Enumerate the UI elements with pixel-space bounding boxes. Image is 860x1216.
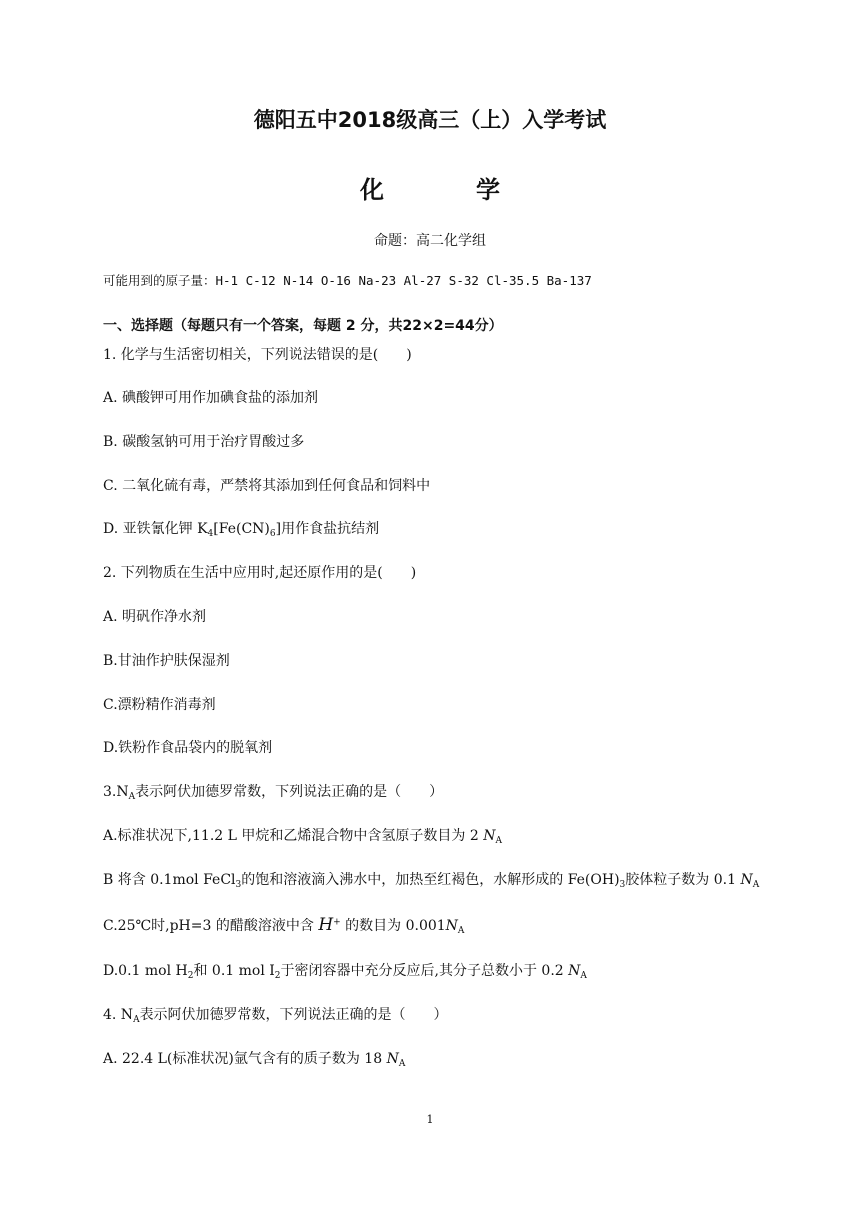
author-line: 命题：高二化学组: [374, 233, 486, 249]
text: 和 0.1 mol I: [193, 963, 275, 979]
question-2-option-d: D.铁粉作食品袋内的脱氧剂: [103, 740, 273, 756]
question-3-option-d: [103, 962, 587, 980]
avogadro-symbol: N: [568, 963, 581, 979]
subscript: A: [128, 792, 136, 802]
question-3-stem: [103, 783, 443, 801]
text: A.标准状况下,11.2 L 甲烷和乙烯混合物中含氢原子数目为 2: [103, 828, 484, 844]
subscript: A: [133, 1015, 140, 1025]
question-1-option-d: [103, 520, 379, 538]
question-1-option-c: C. 二氧化硫有毒，严禁将其添加到任何食品和饲料中: [103, 478, 431, 494]
question-1-stem: 1. 化学与生活密切相关，下列说法错误的是( ): [103, 347, 412, 363]
question-2-stem: 2. 下列物质在生活中应用时,起还原作用的是( ): [103, 565, 417, 581]
question-1-option-a: A. 碘酸钾可用作加碘食盐的添加剂: [103, 390, 319, 406]
question-4-stem: [103, 1006, 448, 1024]
avogadro-symbol: N: [386, 1051, 399, 1067]
text: D.0.1 mol H: [103, 963, 188, 979]
subscript: 2: [187, 971, 194, 981]
subscript: A: [457, 926, 465, 936]
question-2-option-a: A. 明矾作净水剂: [103, 609, 207, 625]
question-3-option-b: [103, 871, 759, 889]
subscript: A: [752, 880, 760, 890]
question-1-option-b: B. 碳酸氢钠可用于治疗胃酸过多: [103, 434, 305, 450]
subscript: A: [398, 1059, 406, 1069]
subscript: 4: [207, 529, 214, 539]
section-heading: 一、选择题（每题只有一个答案，每题 2 分，共22×2=44分）: [103, 318, 503, 334]
text: D. 亚铁氰化钾 K: [103, 521, 208, 537]
avogadro-symbol: N: [740, 872, 753, 888]
text: [Fe(CN): [213, 521, 270, 537]
subscript: A: [580, 971, 587, 981]
question-4-option-a: [103, 1050, 405, 1068]
text: 于密闭容器中充分反应后,其分子总数小于 0.2: [280, 963, 569, 979]
avogadro-symbol: N: [445, 918, 458, 934]
subscript: 3: [235, 880, 242, 890]
subscript: 3: [619, 880, 626, 890]
question-2-option-b: B.甘油作护肤保湿剂: [103, 653, 230, 669]
text: 的数目为 0.001: [340, 918, 446, 934]
subscript: 6: [269, 529, 276, 539]
text: C.25℃时,pH=3 的醋酸溶液中含: [103, 918, 319, 934]
question-3-option-c: [103, 916, 464, 935]
avogadro-symbol: N: [483, 828, 496, 844]
subscript: 2: [274, 971, 281, 981]
superscript: +: [333, 917, 341, 928]
subject-title: 化 学: [360, 176, 534, 204]
text: 4. N: [103, 1007, 134, 1023]
question-3-option-a: [103, 827, 502, 845]
text: ]用作食盐抗结剂: [275, 521, 380, 537]
text: 3.N: [103, 784, 129, 800]
text: B 将含 0.1mol FeCl: [103, 872, 236, 888]
exam-title: 德阳五中2018级高三（上）入学考试: [253, 108, 607, 132]
subscript: A: [495, 836, 502, 846]
question-2-option-c: C.漂粉精作消毒剂: [103, 697, 216, 713]
text: 表示阿伏加德罗常数，下列说法正确的是（ ）: [139, 1007, 448, 1023]
text: 表示阿伏加德罗常数，下列说法正确的是（ ）: [135, 784, 444, 800]
atomic-masses-line: 可能用到的原子量：H-1 C-12 N-14 O-16 Na-23 Al-27 S-32 Cl-35.5 Ba-137: [103, 273, 592, 288]
text: A. 22.4 L(标准状况)氩气含有的质子数为 18: [103, 1051, 387, 1067]
text: 胶体粒子数为 0.1: [625, 872, 741, 888]
page-number: 1: [426, 1113, 434, 1126]
hydrogen-ion-symbol: H: [318, 915, 334, 935]
text: 的饱和溶液滴入沸水中，加热至红褐色，水解形成的 Fe(OH): [241, 872, 620, 888]
